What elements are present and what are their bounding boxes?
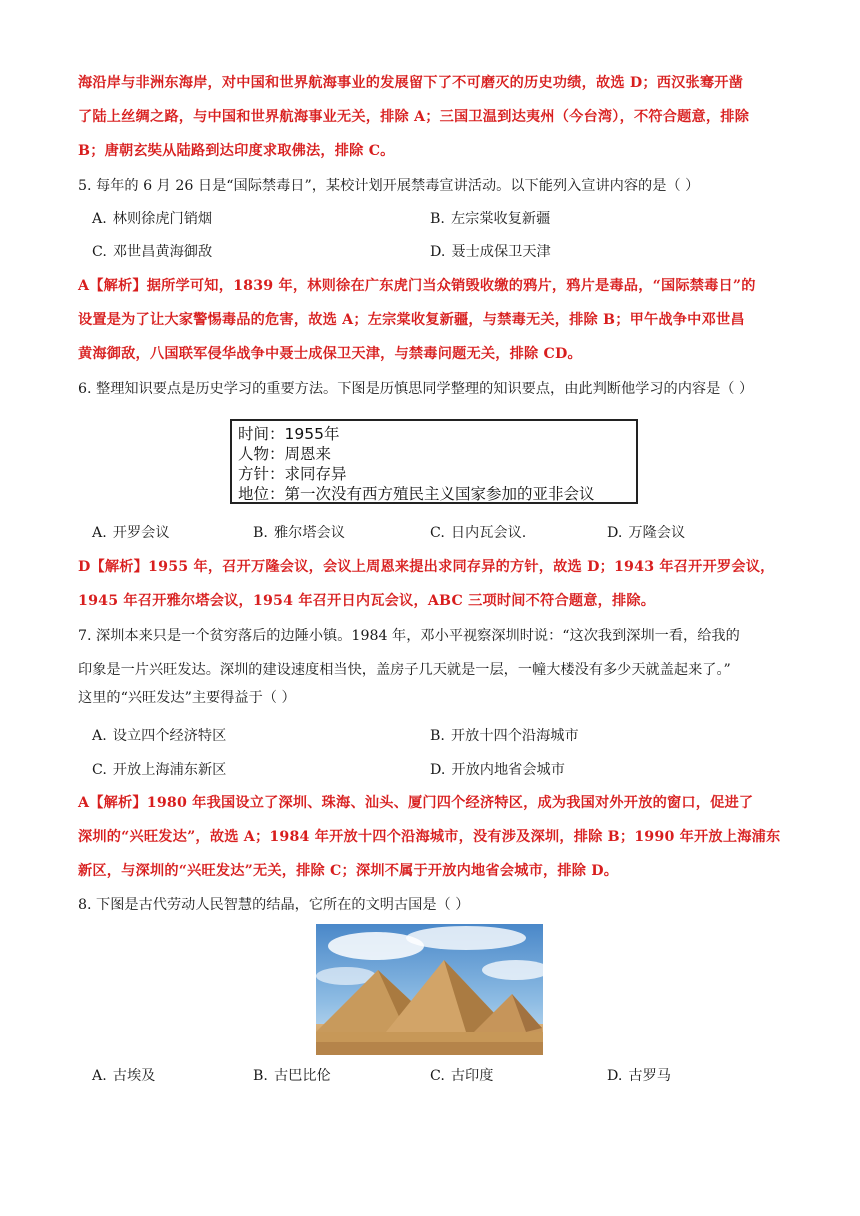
q5-option-d xyxy=(430,242,551,262)
answer-line: 1945 年召开雅尔塔会议，1954 年召开日内瓦会议，ABC 三项时间不符合题意，排除。 xyxy=(78,593,656,609)
box-line-status: 地位：第一次没有西方殖民主义国家参加的亚非会议 xyxy=(238,485,595,503)
option-letter: A. xyxy=(92,1068,107,1084)
option-text: 雅尔塔会议 xyxy=(273,525,345,541)
q7-option-b xyxy=(430,726,579,746)
answer-line: A【解析】据所学可知，1839 年，林则徐在广东虎门当众销毁收缴的鸦片，鸦片是毒品，“国际禁毒日”的 xyxy=(78,278,756,294)
stem-line: 这里的“兴旺发达”主要得益于（ ） xyxy=(78,690,296,706)
option-letter: D. xyxy=(430,244,446,260)
option-letter: B. xyxy=(430,211,445,227)
q7-answer-explanation xyxy=(78,786,783,888)
question-8-stem: 8. 下图是古代劳动人民智慧的结晶，它所在的文明古国是（ ） xyxy=(78,897,470,913)
answer-line: 了陆上丝绸之路，与中国和世界航海事业无关，排除 A；三国卫温到达夷州（今台湾），不符合题意，排除 xyxy=(78,109,750,125)
q5-option-a xyxy=(92,209,212,229)
option-letter: D. xyxy=(607,1068,623,1084)
option-text: 开放上海浦东新区 xyxy=(112,762,227,778)
option-letter: B. xyxy=(430,728,445,744)
option-text: 古印度 xyxy=(450,1068,494,1084)
answer-line: D【解析】1955 年，召开万隆会议，会议上周恩来提出求同存异的方针，故选 D；1943 年召开开罗会议， xyxy=(78,559,775,575)
q7-option-c xyxy=(92,760,226,780)
question-5-stem: 5. 每年的 6 月 26 日是“国际禁毒日”，某校计划开展禁毒宣讲活动。以下能列入宣讲内容的是（ ） xyxy=(78,178,700,194)
answer-line: 黄海御敌，八国联军侵华战争中聂士成保卫天津，与禁毒问题无关，排除 CD。 xyxy=(78,346,582,362)
answer-line: 海沿岸与非洲东海岸，对中国和世界航海事业的发展留下了不可磨灭的历史功绩，故选 D；西汉张骞开凿 xyxy=(78,75,744,91)
option-text: 邓世昌黄海御敌 xyxy=(112,244,213,260)
q6-option-b xyxy=(253,523,345,543)
option-letter: C. xyxy=(92,762,107,778)
option-text: 左宗棠收复新疆 xyxy=(450,211,551,227)
answer-line: 新区，与深圳的“兴旺发达”无关，排除 C；深圳不属于开放内地省会城市，排除 D。 xyxy=(78,863,619,879)
option-text: 开放内地省会城市 xyxy=(451,762,565,778)
option-text: 古埃及 xyxy=(112,1068,156,1084)
stem-line: 7. 深圳本来只是一个贫穷落后的边陲小镇。1984 年，邓小平视察深圳时说：“这次我到深圳一看，给我的 xyxy=(78,628,740,644)
answer-line: B；唐朝玄奘从陆路到达印度求取佛法，排除 C。 xyxy=(78,143,395,159)
option-letter: A. xyxy=(92,728,107,744)
q8-option-b xyxy=(253,1066,331,1086)
q5-answer-explanation xyxy=(78,269,783,371)
option-text: 开罗会议 xyxy=(112,525,170,541)
answer-line: 设置是为了让大家警惕毒品的危害，故选 A；左宗棠收复新疆，与禁毒无关，排除 B；甲午战争中邓世昌 xyxy=(78,312,745,328)
option-letter: C. xyxy=(92,244,107,260)
option-text: 聂士成保卫天津 xyxy=(451,244,551,260)
answer-line: 深圳的“兴旺发达”，故选 A；1984 年开放十四个沿海城市，没有涉及深圳，排除 B；1990 年开放上海浦东 xyxy=(78,829,781,845)
q8-option-d xyxy=(607,1066,671,1086)
prev-answer-explanation xyxy=(78,66,783,168)
q5-option-b xyxy=(430,209,550,229)
q6-option-a xyxy=(92,523,170,543)
q7-option-a xyxy=(92,726,226,746)
box-line-time: 时间：1955年 xyxy=(238,425,340,443)
option-text: 万隆会议 xyxy=(628,525,686,541)
option-text: 开放十四个沿海城市 xyxy=(450,728,579,744)
box-line-person: 人物：周恩来 xyxy=(238,445,332,463)
q6-answer-explanation xyxy=(78,550,783,618)
q8-option-a xyxy=(92,1066,155,1086)
question-6-stem: 6. 整理知识要点是历史学习的重要方法。下图是历慎思同学整理的知识要点，由此判断他学习的内容是（ ） xyxy=(78,381,754,397)
option-letter: B. xyxy=(253,525,268,541)
option-text: 古巴比伦 xyxy=(273,1068,331,1084)
option-text: 日内瓦会议. xyxy=(450,525,527,541)
option-letter: D. xyxy=(607,525,623,541)
knowledge-points-box xyxy=(230,419,638,504)
q6-option-d xyxy=(607,523,685,543)
box-line-policy: 方针：求同存异 xyxy=(238,465,347,483)
option-letter: A. xyxy=(92,525,107,541)
q5-option-c xyxy=(92,242,212,262)
q7-option-d xyxy=(430,760,565,780)
stem-line: 印象是一片兴旺发达。深圳的建设速度相当快，盖房子几天就是一层，一幢大楼没有多少天就盖起来了。” xyxy=(78,662,731,678)
option-text: 林则徐虎门销烟 xyxy=(112,211,213,227)
option-letter: B. xyxy=(253,1068,268,1084)
q8-option-c xyxy=(430,1066,493,1086)
option-text: 设立四个经济特区 xyxy=(112,728,227,744)
option-text: 古罗马 xyxy=(628,1068,671,1084)
q6-option-c xyxy=(430,523,526,543)
option-letter: A. xyxy=(92,211,107,227)
question-7-stem xyxy=(78,619,783,715)
option-letter: C. xyxy=(430,525,445,541)
answer-line: A【解析】1980 年我国设立了深圳、珠海、汕头、厦门四个经济特区，成为我国对外开放的窗口，促进了 xyxy=(78,795,754,811)
pyramids-illustration xyxy=(316,924,543,1055)
pyramids-photo xyxy=(316,924,543,1055)
option-letter: C. xyxy=(430,1068,445,1084)
option-letter: D. xyxy=(430,762,446,778)
